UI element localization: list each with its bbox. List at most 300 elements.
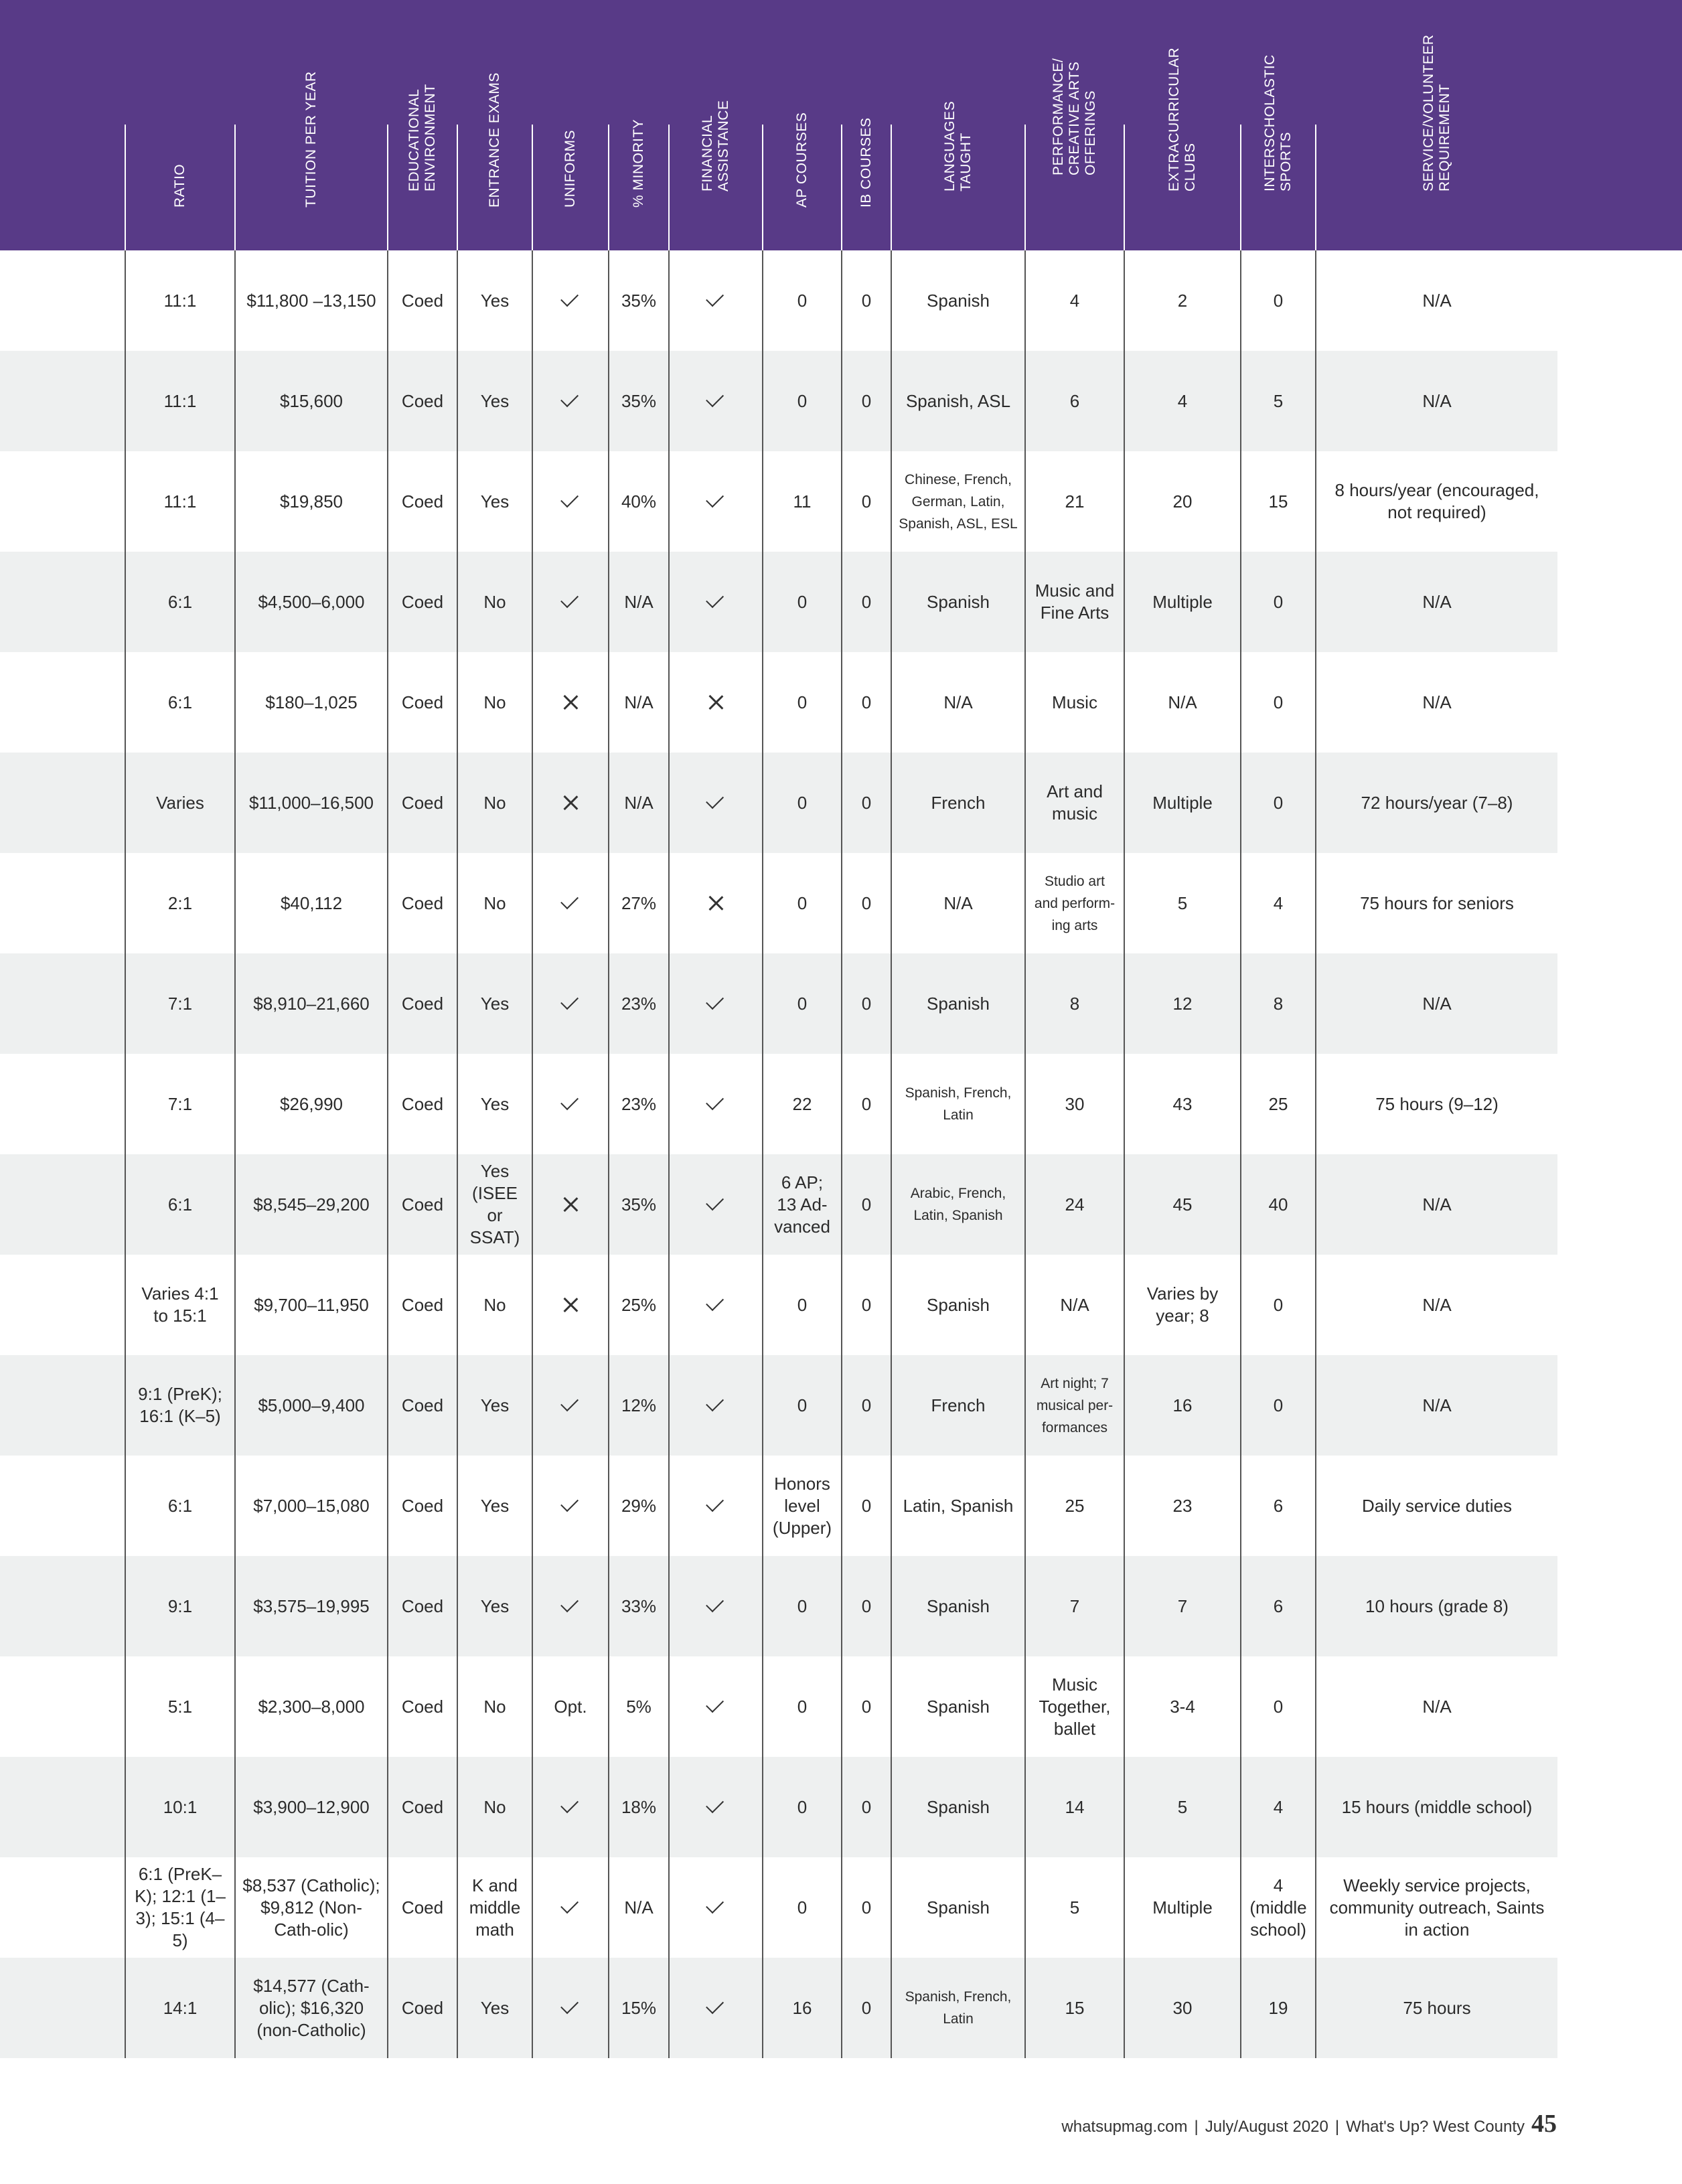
cell-minority [608, 1656, 668, 1757]
cell-clubs [1124, 1054, 1240, 1154]
cell-arts [1024, 1054, 1124, 1154]
cell-text: 3-4 [1170, 1696, 1195, 1717]
cell-text: 5% [626, 1696, 652, 1717]
cell-sports [1240, 1757, 1315, 1857]
cell-text: Coed [401, 1194, 444, 1215]
cell-text: 40% [621, 491, 657, 512]
cell-text: N/A [1422, 692, 1452, 712]
cell-text: Music Together, ballet [1039, 1674, 1111, 1739]
cell-clubs [1124, 652, 1240, 753]
cell-ap-courses [762, 652, 841, 753]
table-row [0, 1456, 1557, 1556]
header-label: SERVICE/VOLUNTEER REQUIREMENT [1421, 34, 1452, 191]
cell-text: 0 [797, 892, 808, 913]
cell-text: 0 [1273, 1395, 1284, 1415]
cell-text: Multiple [1152, 792, 1213, 813]
cell-text: 9:1 [167, 1595, 193, 1616]
cell-ratio [125, 1154, 234, 1255]
cell-text: N/A [1422, 993, 1452, 1014]
cell-languages [891, 1857, 1024, 1958]
cell-entrance-exams [457, 552, 532, 652]
checkmark-icon [706, 1393, 724, 1411]
cell-ratio [125, 953, 234, 1054]
cell-tuition [234, 1456, 387, 1556]
cell-text: 0 [861, 1595, 872, 1616]
cell-ratio [125, 1757, 234, 1857]
cell-text: $3,900–12,900 [253, 1796, 370, 1817]
cross-icon [562, 694, 579, 710]
cell-text: 15 hours (middle school) [1341, 1796, 1533, 1817]
checkmark-icon [706, 1092, 724, 1110]
cell-financial-assistance [668, 753, 762, 853]
cell-financial-assistance [668, 1054, 762, 1154]
cell-text: N/A [1168, 692, 1197, 712]
cell-tuition [234, 1355, 387, 1456]
cell-text: 75 hours for seniors [1360, 892, 1514, 913]
cell-text: 25 [1268, 1093, 1288, 1114]
cell-sports [1240, 1355, 1315, 1456]
cell-uniforms [532, 753, 608, 853]
cell-text: 10:1 [163, 1796, 198, 1817]
cell-ratio [125, 853, 234, 953]
cell-text: N/A [624, 591, 654, 612]
cell-financial-assistance [668, 1958, 762, 2058]
checkmark-icon [560, 1594, 579, 1612]
cell-ap-courses [762, 451, 841, 552]
cell-text: 4 (middle school) [1249, 1875, 1307, 1940]
cell-uniforms [532, 1255, 608, 1355]
cell-text: N/A [943, 892, 973, 913]
cell-environment [387, 451, 457, 552]
cell-text: Coed [401, 1495, 444, 1516]
cell-text: Honors level (Upper) [772, 1473, 832, 1538]
cross-icon [708, 895, 724, 911]
cell-text: 0 [861, 892, 872, 913]
cell-entrance-exams [457, 1154, 532, 1255]
cell-minority [608, 1958, 668, 2058]
cell-clubs [1124, 351, 1240, 451]
cell-text: $8,537 (Catholic); $9,812 (Non-Cath-olic) [242, 1875, 380, 1940]
cell-entrance-exams [457, 1757, 532, 1857]
cell-text: Yes [480, 491, 510, 512]
footer-separator: | [1194, 2118, 1199, 2136]
cell-ratio [125, 1556, 234, 1656]
cell-ap-courses [762, 853, 841, 953]
header-label: INTERSCHOLASTIC SPORTS [1262, 54, 1294, 191]
header-label: TUITION PER YEAR [303, 71, 319, 208]
cell-languages [891, 1154, 1024, 1255]
cell-text: 35% [621, 390, 657, 411]
cell-text: 6 [1273, 1595, 1284, 1616]
cell-languages [891, 753, 1024, 853]
header-tuition [234, 71, 387, 250]
cell-text: 6:1 [167, 692, 193, 712]
cell-text: 22 [792, 1093, 812, 1114]
cell-tuition [234, 552, 387, 652]
cell-text: Music [1052, 692, 1097, 712]
cell-text: N/A [1422, 591, 1452, 612]
cell-financial-assistance [668, 1656, 762, 1757]
table-row [0, 451, 1557, 552]
cell-text: $40,112 [280, 892, 343, 913]
cell-environment [387, 351, 457, 451]
cell-text: 8 [1069, 993, 1080, 1014]
cell-text: Coed [401, 1395, 444, 1415]
cell-text: Yes [480, 1093, 510, 1114]
cell-text: $8,910–21,660 [253, 993, 370, 1014]
header-ratio [125, 125, 234, 250]
table-row [0, 250, 1557, 351]
cell-environment [387, 1255, 457, 1355]
table-row [0, 1154, 1557, 1255]
cell-service [1315, 1255, 1557, 1355]
checkmark-icon [706, 1695, 724, 1713]
cell-financial-assistance [668, 853, 762, 953]
cell-text: N/A [1422, 1194, 1452, 1215]
cell-text: Coed [401, 1294, 444, 1315]
checkmark-icon [706, 791, 724, 809]
cell-text: Spanish [927, 1294, 990, 1315]
cell-minority [608, 1255, 668, 1355]
checkmark-icon [706, 1293, 724, 1311]
cell-text: $2,300–8,000 [258, 1696, 365, 1717]
table-row [0, 351, 1557, 451]
header-label: % MINORITY [631, 119, 646, 208]
cell-text: No [483, 1796, 506, 1817]
cell-ib-courses [841, 552, 891, 652]
cell-minority [608, 753, 668, 853]
cell-text: French [931, 792, 986, 813]
cell-text: 0 [861, 290, 872, 311]
cell-text: 4 [1273, 892, 1284, 913]
cell-text: 5 [1069, 1897, 1080, 1918]
cell-text: 0 [861, 692, 872, 712]
header-label: LANGUAGES TAUGHT [942, 100, 974, 191]
cell-uniforms [532, 351, 608, 451]
cell-languages [891, 1054, 1024, 1154]
cell-tuition [234, 753, 387, 853]
cell-text: Coed [401, 290, 444, 311]
cell-clubs [1124, 1355, 1240, 1456]
cell-text: Coed [401, 1897, 444, 1918]
cell-text: 18% [621, 1796, 657, 1817]
header-uniforms [532, 125, 608, 250]
cell-environment [387, 1556, 457, 1656]
cell-arts [1024, 1154, 1124, 1255]
cell-uniforms [532, 552, 608, 652]
cell-ap-courses [762, 250, 841, 351]
cell-text: $4,500–6,000 [258, 591, 365, 612]
header-service [1315, 34, 1557, 250]
cell-text: 6 [1069, 390, 1080, 411]
checkmark-icon [560, 1393, 579, 1411]
cell-languages [891, 1355, 1024, 1456]
cell-ap-courses [762, 1355, 841, 1456]
cell-financial-assistance [668, 1556, 762, 1656]
cell-financial-assistance [668, 652, 762, 753]
checkmark-icon [560, 590, 579, 608]
cell-text: Arabic, French, Latin, Spanish [910, 1186, 1006, 1223]
cell-text: N/A [943, 692, 973, 712]
cell-languages [891, 953, 1024, 1054]
cell-financial-assistance [668, 1154, 762, 1255]
cell-text: Coed [401, 692, 444, 712]
cell-sports [1240, 1958, 1315, 2058]
cell-environment [387, 753, 457, 853]
cell-text: 25 [1065, 1495, 1085, 1516]
cell-sports [1240, 753, 1315, 853]
cell-text: Spanish [927, 993, 990, 1014]
cell-text: Spanish, ASL [905, 390, 1011, 411]
cell-tuition [234, 1656, 387, 1757]
cell-text: No [483, 1696, 506, 1717]
cell-ratio [125, 1456, 234, 1556]
header-entrance-exams [457, 72, 532, 250]
cell-text: 0 [861, 993, 872, 1014]
cell-text: $8,545–29,200 [253, 1194, 370, 1215]
cell-minority [608, 1456, 668, 1556]
cell-ratio [125, 652, 234, 753]
checkmark-icon [560, 489, 579, 508]
footer-separator: | [1334, 2118, 1340, 2136]
cell-text: 2 [1177, 290, 1188, 311]
checkmark-icon [560, 891, 579, 909]
cell-environment [387, 1958, 457, 2058]
cell-text: No [483, 591, 506, 612]
cell-uniforms [532, 1757, 608, 1857]
header-label: PERFORMANCE/ CREATIVE ARTS OFFERINGS [1051, 58, 1098, 175]
cell-text: 43 [1172, 1093, 1193, 1114]
cross-icon [708, 694, 724, 710]
cell-text: 0 [1273, 792, 1284, 813]
cell-text: $5,000–9,400 [258, 1395, 365, 1415]
cell-text: No [483, 692, 506, 712]
cell-text: $15,600 [280, 390, 343, 411]
cell-text: Yes [480, 993, 510, 1014]
cell-text: 0 [861, 1395, 872, 1415]
cell-text: 0 [861, 1696, 872, 1717]
cell-arts [1024, 552, 1124, 652]
cell-arts [1024, 1757, 1124, 1857]
cell-clubs [1124, 1656, 1240, 1757]
cell-sports [1240, 953, 1315, 1054]
cell-entrance-exams [457, 1456, 532, 1556]
cell-environment [387, 1757, 457, 1857]
cell-text: 0 [1273, 1696, 1284, 1717]
cell-text: 0 [797, 1897, 808, 1918]
cell-languages [891, 250, 1024, 351]
cell-ratio [125, 1255, 234, 1355]
cell-text: 30 [1065, 1093, 1085, 1114]
cell-uniforms [532, 1556, 608, 1656]
cell-text: 0 [861, 1495, 872, 1516]
cell-text: Coed [401, 1796, 444, 1817]
cell-clubs [1124, 451, 1240, 552]
cell-languages [891, 652, 1024, 753]
table-row [0, 1355, 1557, 1456]
header-arts [1024, 58, 1124, 250]
page-footer [1061, 2109, 1557, 2138]
cell-ib-courses [841, 1355, 891, 1456]
table-row [0, 1958, 1557, 2058]
cell-text: 9:1 (PreK); 16:1 (K–5) [138, 1384, 222, 1426]
header-ap-courses [762, 112, 841, 250]
cell-minority [608, 1857, 668, 1958]
checkmark-icon [706, 489, 724, 508]
cell-entrance-exams [457, 1656, 532, 1757]
cell-ratio [125, 1355, 234, 1456]
table-row [0, 1757, 1557, 1857]
checkmark-icon [706, 289, 724, 307]
cell-text: 6 [1273, 1495, 1284, 1516]
checkmark-icon [560, 1795, 579, 1813]
cell-service [1315, 1958, 1557, 2058]
cell-arts [1024, 451, 1124, 552]
checkmark-icon [560, 1996, 579, 2014]
cell-ap-courses [762, 1958, 841, 2058]
cell-clubs [1124, 1456, 1240, 1556]
cell-clubs [1124, 250, 1240, 351]
cell-text: Music and Fine Arts [1035, 580, 1115, 623]
cell-text: 72 hours/year (7–8) [1361, 792, 1513, 813]
header-languages [891, 100, 1024, 250]
cell-arts [1024, 953, 1124, 1054]
cell-text: 0 [797, 1796, 808, 1817]
cell-text: 12 [1172, 993, 1193, 1014]
cell-text: No [483, 892, 506, 913]
header-label: FINANCIAL ASSISTANCE [700, 100, 731, 191]
cell-minority [608, 451, 668, 552]
cell-service [1315, 552, 1557, 652]
cell-text: Spanish [927, 1796, 990, 1817]
checkmark-icon [706, 590, 724, 608]
cell-ib-courses [841, 1054, 891, 1154]
cell-text: 0 [1273, 290, 1284, 311]
cell-text: Yes [480, 1595, 510, 1616]
cell-service [1315, 1154, 1557, 1255]
cell-ib-courses [841, 753, 891, 853]
cell-text: Yes [480, 390, 510, 411]
cell-text: Yes [480, 290, 510, 311]
cell-ib-courses [841, 1255, 891, 1355]
cell-text: 7:1 [167, 1093, 193, 1114]
cell-entrance-exams [457, 351, 532, 451]
cell-entrance-exams [457, 1355, 532, 1456]
cell-minority [608, 1355, 668, 1456]
cell-ratio [125, 753, 234, 853]
cell-sports [1240, 1857, 1315, 1958]
cell-sports [1240, 853, 1315, 953]
cell-text: 0 [797, 1595, 808, 1616]
cell-languages [891, 1656, 1024, 1757]
cell-text: Varies 4:1 to 15:1 [141, 1283, 219, 1326]
cell-financial-assistance [668, 451, 762, 552]
cell-uniforms [532, 1656, 608, 1757]
cell-text: 75 hours [1403, 1997, 1471, 2018]
cell-clubs [1124, 853, 1240, 953]
cell-financial-assistance [668, 552, 762, 652]
cell-ap-courses [762, 953, 841, 1054]
cell-uniforms [532, 1857, 608, 1958]
cell-clubs [1124, 1154, 1240, 1255]
cell-uniforms [532, 1355, 608, 1456]
cell-languages [891, 1958, 1024, 2058]
cell-ap-courses [762, 1656, 841, 1757]
header-label: UNIFORMS [562, 130, 578, 208]
cell-financial-assistance [668, 1456, 762, 1556]
cell-text: 0 [861, 491, 872, 512]
cell-text: N/A [1422, 390, 1452, 411]
cell-entrance-exams [457, 953, 532, 1054]
cell-uniforms [532, 1154, 608, 1255]
cell-ap-courses [762, 1556, 841, 1656]
cell-languages [891, 451, 1024, 552]
cell-ratio [125, 451, 234, 552]
cell-clubs [1124, 1255, 1240, 1355]
cell-text: 0 [861, 1897, 872, 1918]
cell-text: No [483, 1294, 506, 1315]
footer-site[interactable]: whatsupmag.com [1061, 2118, 1188, 2136]
cell-minority [608, 1154, 668, 1255]
cell-tuition [234, 1958, 387, 2058]
cell-arts [1024, 1857, 1124, 1958]
cell-sports [1240, 1456, 1315, 1556]
cell-text: 15% [621, 1997, 657, 2018]
cell-text: 29% [621, 1495, 657, 1516]
cross-icon [562, 1196, 579, 1213]
cell-service [1315, 753, 1557, 853]
cell-text: Spanish [927, 1696, 990, 1717]
cell-financial-assistance [668, 1355, 762, 1456]
cell-financial-assistance [668, 1757, 762, 1857]
cell-text: Spanish [927, 1595, 990, 1616]
cell-text: Spanish [927, 1897, 990, 1918]
cell-ib-courses [841, 1757, 891, 1857]
cell-tuition [234, 1255, 387, 1355]
cell-text: N/A [624, 792, 654, 813]
cell-text: 33% [621, 1595, 657, 1616]
table-row [0, 652, 1557, 753]
cell-ap-courses [762, 1154, 841, 1255]
cell-arts [1024, 652, 1124, 753]
cell-tuition [234, 351, 387, 451]
cell-text: 0 [797, 1696, 808, 1717]
cell-financial-assistance [668, 250, 762, 351]
cell-text: 0 [797, 591, 808, 612]
cell-ap-courses [762, 552, 841, 652]
cell-tuition [234, 1857, 387, 1958]
cell-financial-assistance [668, 1255, 762, 1355]
cell-tuition [234, 853, 387, 953]
table-header [0, 0, 1682, 250]
cell-uniforms [532, 451, 608, 552]
cell-ratio [125, 250, 234, 351]
cell-entrance-exams [457, 1054, 532, 1154]
cell-environment [387, 1054, 457, 1154]
cell-service [1315, 1656, 1557, 1757]
cell-text: Coed [401, 1093, 444, 1114]
cell-environment [387, 652, 457, 753]
cell-ib-courses [841, 652, 891, 753]
cell-text: 35% [621, 290, 657, 311]
cell-text: 5:1 [167, 1696, 193, 1717]
cell-text: Varies [156, 792, 204, 813]
cell-ib-courses [841, 953, 891, 1054]
cell-clubs [1124, 1757, 1240, 1857]
cell-ap-courses [762, 1857, 841, 1958]
cell-sports [1240, 1054, 1315, 1154]
cell-minority [608, 853, 668, 953]
